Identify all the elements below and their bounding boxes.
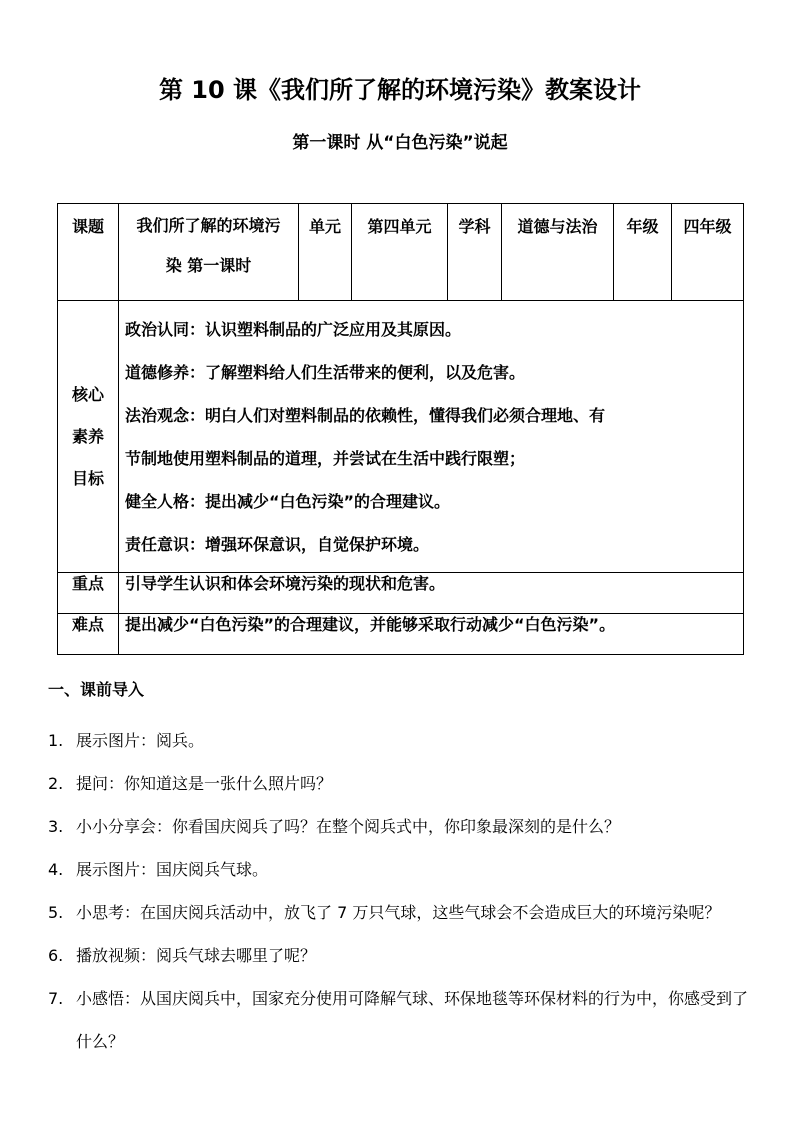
item-number: 6. — [48, 946, 64, 965]
topic-value-line1: 我们所了解的环境污 — [136, 216, 281, 235]
list-item — [48, 848, 758, 891]
list-item — [48, 977, 758, 1063]
item-number: 1. — [48, 731, 64, 750]
topic-value-line2: 染 第一课时 — [165, 256, 252, 275]
table-row-key-point — [58, 573, 744, 614]
goal-legal: 法治观念：明白人们对塑料制品的依赖性，懂得我们必须合理地、有 — [125, 406, 606, 425]
table-row-difficulty — [58, 614, 744, 655]
goals-label-line: 素养 — [71, 426, 104, 446]
section-heading-intro: 一、课前导入 — [48, 680, 145, 699]
goal-personality: 健全人格：提出减少“白色污染”的合理建议。 — [125, 492, 451, 511]
item-text: 小思考：在国庆阅兵活动中，放飞了 7 万只气球，这些气球会不会造成巨大的环境污染呢？ — [76, 903, 721, 922]
unit-value: 第四单元 — [352, 204, 448, 301]
key-point-value: 引导学生认识和体会环境污染的现状和危害。 — [119, 573, 744, 614]
goal-moral: 道德修养：了解塑料给人们生活带来的便利，以及危害。 — [125, 363, 526, 382]
key-point-label: 重点 — [58, 573, 119, 614]
goals-content — [119, 301, 744, 573]
grade-label: 年级 — [614, 204, 672, 301]
goals-label-line: 核心 — [71, 384, 104, 404]
table-row-goals — [58, 301, 744, 573]
list-item — [48, 762, 758, 805]
table-row-topic — [58, 204, 744, 301]
list-item — [48, 805, 758, 848]
goal-legal-continued: 节制地使用塑料制品的道理，并尝试在生活中践行限塑； — [125, 449, 526, 468]
goals-label — [58, 301, 119, 573]
item-text: 小小分享会：你看国庆阅兵了吗？在整个阅兵式中，你印象最深刻的是什么？ — [76, 817, 621, 836]
goals-label-line: 目标 — [71, 468, 104, 488]
item-text: 播放视频：阅兵气球去哪里了呢？ — [76, 946, 317, 965]
subject-label: 学科 — [448, 204, 502, 301]
list-item — [48, 934, 758, 977]
goal-responsibility: 责任意识：增强环保意识，自觉保护环境。 — [125, 535, 430, 554]
subject-value: 道德与法治 — [502, 204, 614, 301]
item-text: 提问：你知道这是一张什么照片吗？ — [76, 774, 333, 793]
difficulty-value: 提出减少“白色污染”的合理建议，并能够采取行动减少“白色污染”。 — [119, 614, 744, 655]
grade-value: 四年级 — [672, 204, 744, 301]
intro-steps-list — [48, 719, 758, 1063]
document-subtitle: 第一课时 从“白色污染”说起 — [292, 133, 508, 153]
item-text: 展示图片：国庆阅兵气球。 — [76, 860, 269, 879]
item-text: 小感悟：从国庆阅兵中，国家充分使用可降解气球、环保地毯等环保材料的行为中，你感受到了什么？ — [76, 989, 749, 1051]
lesson-info-table — [57, 203, 744, 655]
goal-political: 政治认同：认识塑料制品的广泛应用及其原因。 — [125, 320, 462, 339]
item-number: 7. — [48, 989, 64, 1008]
item-number: 5. — [48, 903, 64, 922]
list-item — [48, 891, 758, 934]
document-title: 第 10 课《我们所了解的环境污染》教案设计 — [158, 76, 642, 104]
item-number: 3. — [48, 817, 64, 836]
item-number: 2. — [48, 774, 64, 793]
topic-value — [119, 204, 299, 301]
item-number: 4. — [48, 860, 64, 879]
item-text: 展示图片：阅兵。 — [76, 731, 205, 750]
unit-label: 单元 — [299, 204, 352, 301]
difficulty-label: 难点 — [58, 614, 119, 655]
topic-label: 课题 — [58, 204, 119, 301]
list-item — [48, 719, 758, 762]
